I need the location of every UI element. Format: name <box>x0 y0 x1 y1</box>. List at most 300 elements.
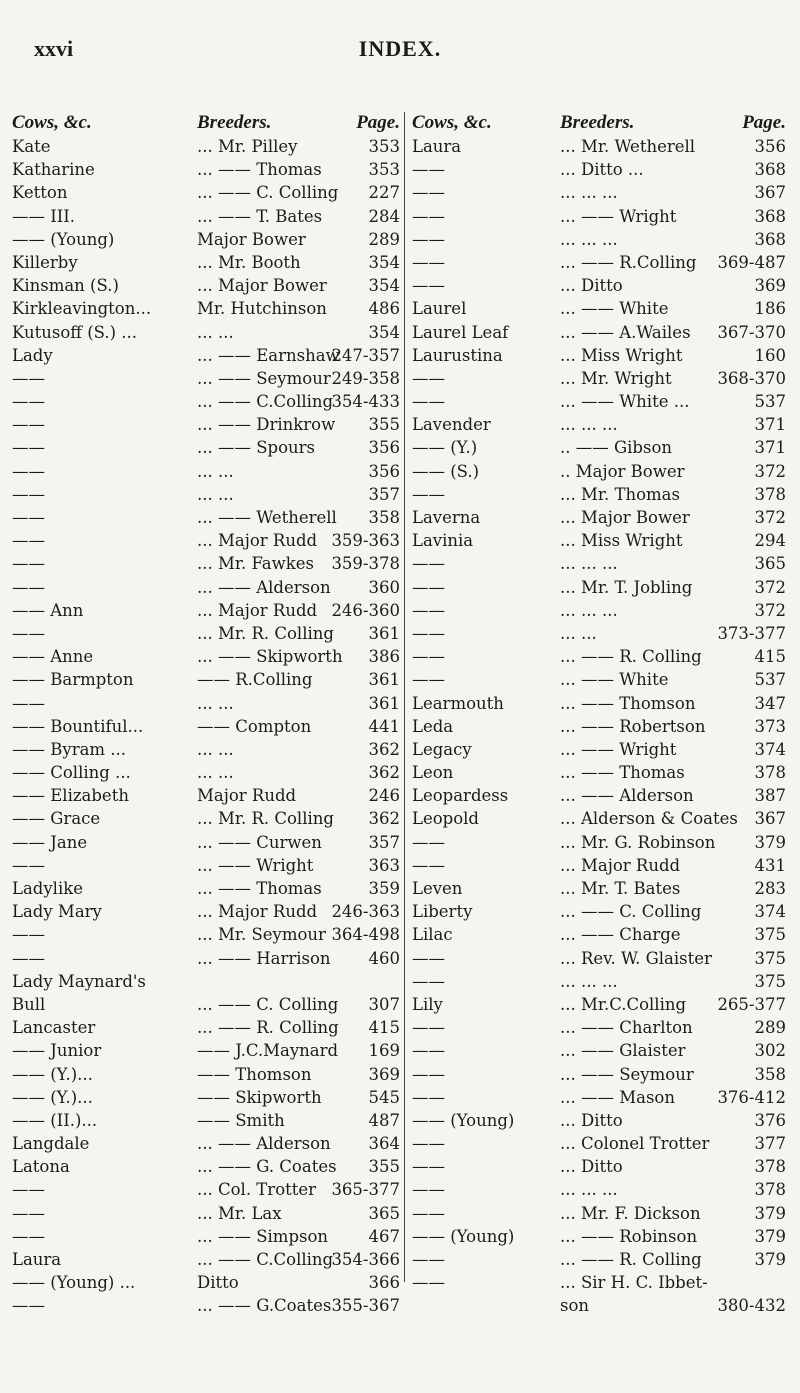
index-entry <box>12 321 404 344</box>
breeder-name: Major Rudd <box>197 786 297 806</box>
page-ref: 369-487 <box>717 252 786 272</box>
cows-header: Cows, &c. <box>12 112 92 133</box>
breeder-name: ... Mr. R. Colling <box>197 809 334 829</box>
cow-name: —— <box>412 1018 445 1038</box>
index-entry <box>412 251 796 274</box>
cow-name: —— Ann <box>12 600 84 620</box>
cow-name: —— <box>412 554 445 574</box>
breeder-name: ... Mr. Lax <box>197 1203 282 1223</box>
breeder-name: ... ... ... <box>560 229 618 249</box>
cow-name: —— <box>412 948 445 968</box>
cow-name: —— <box>412 647 445 667</box>
cow-name: —— Byram ... <box>12 739 127 759</box>
breeder-name: ... Mr. Thomas <box>560 484 680 504</box>
page-header-label: Page. <box>742 112 786 133</box>
cow-name: —— <box>12 948 45 968</box>
index-entry <box>12 483 404 506</box>
cow-name: —— (Y.)... <box>12 1064 93 1084</box>
index-entry <box>412 622 796 645</box>
cow-name: —— Elizabeth <box>12 786 129 806</box>
breeder-name: ... Ditto ... <box>560 160 644 180</box>
breeder-name: son <box>560 1296 590 1316</box>
index-entry <box>12 576 404 599</box>
page-ref: 246-363 <box>331 902 400 922</box>
index-entry <box>12 738 404 761</box>
index-entry <box>412 436 796 459</box>
breeder-name: ... —— C.Colling <box>197 392 334 412</box>
cow-name: —— Colling ... <box>12 763 131 783</box>
cow-name: —— <box>12 484 45 504</box>
page-ref: 368 <box>754 160 786 180</box>
breeder-name: ... ... ... <box>560 183 618 203</box>
breeder-name: ... Miss Wright <box>560 345 683 365</box>
index-entry <box>12 1109 404 1132</box>
breeder-name: ... —— A.Wailes <box>560 322 691 342</box>
index-entry <box>12 529 404 552</box>
page-ref: 289 <box>368 229 400 249</box>
page-ref: 364 <box>368 1134 400 1154</box>
page-ref: 227 <box>368 183 400 203</box>
breeder-name: ... —— Robinson <box>560 1226 698 1246</box>
cow-name: —— <box>412 577 445 597</box>
page-ref: 467 <box>368 1226 400 1246</box>
breeder-name: ... Mr. Wright <box>560 368 672 388</box>
cow-name: —— <box>412 206 445 226</box>
breeder-name: ... Mr. Pilley <box>197 137 298 156</box>
index-entry <box>12 274 404 297</box>
cow-name: Kinsman (S.) <box>12 276 119 296</box>
index-entry <box>412 854 796 877</box>
breeder-name: .. —— Gibson <box>560 438 673 458</box>
page-number: xxvi <box>34 36 74 61</box>
breeder-name: ... Miss Wright <box>560 531 683 551</box>
page-ref: 355 <box>368 415 400 435</box>
cow-name: —— <box>12 438 45 458</box>
index-entry <box>12 135 404 158</box>
breeder-name: ... —— Simpson <box>197 1226 329 1246</box>
breeder-name: ... Sir H. C. Ibbet- <box>560 1273 708 1293</box>
index-rows <box>12 135 404 1318</box>
index-entry <box>412 576 796 599</box>
index-entry <box>12 344 404 367</box>
page-ref: 353 <box>368 160 400 180</box>
breeder-name: ... Major Rudd <box>197 531 318 551</box>
index-entry <box>12 390 404 413</box>
cow-name: —— <box>12 368 45 388</box>
index-entry <box>12 1155 404 1178</box>
index-entry <box>12 668 404 691</box>
index-entry <box>12 807 404 830</box>
cow-name: Leda <box>412 716 454 736</box>
index-entry <box>412 135 796 158</box>
page-ref: 354 <box>368 276 400 296</box>
breeder-name: ... —— Spours <box>197 438 316 458</box>
index-entry <box>412 1225 796 1248</box>
page-ref: 354-433 <box>331 392 400 412</box>
cow-name: —— <box>412 1087 445 1107</box>
index-entry <box>412 181 796 204</box>
cow-name: Lady Maynard's <box>12 971 146 991</box>
index-entry <box>412 297 796 320</box>
page-ref: 365-377 <box>331 1180 400 1200</box>
cow-name: Laverna <box>412 508 481 527</box>
index-entry <box>412 877 796 900</box>
index-entry <box>412 599 796 622</box>
index-entry <box>412 413 796 436</box>
page-ref: 373-377 <box>717 623 786 643</box>
breeder-name: ... ... <box>197 693 234 713</box>
page-ref: 415 <box>368 1018 400 1038</box>
breeder-name: ... ... <box>197 739 234 759</box>
page-ref: 374 <box>754 902 786 922</box>
cow-name: Laurel <box>412 299 467 319</box>
breeder-name: ... Major Bower <box>560 508 690 527</box>
page-ref: 537 <box>754 670 786 690</box>
breeder-name: ... —— G. Coates <box>197 1157 337 1177</box>
breeder-name: ... Mr.C.Colling <box>560 994 687 1014</box>
page-ref: 365 <box>368 1203 400 1223</box>
cow-name: —— Barmpton <box>12 670 134 690</box>
breeder-name: ... Mr. Wetherell <box>560 137 696 156</box>
breeder-name: ... ... <box>560 623 597 643</box>
breeder-name: ... Mr. G. Robinson <box>560 832 716 852</box>
cow-name: —— <box>12 415 45 435</box>
cow-name: Lancaster <box>12 1018 96 1038</box>
page-ref: 486 <box>368 299 400 319</box>
cow-name: Bull <box>12 994 46 1014</box>
breeder-name: ... —— R. Colling <box>560 647 702 667</box>
index-entry <box>12 854 404 877</box>
breeder-name: ... —— Robertson <box>560 716 706 736</box>
index-entry <box>12 692 404 715</box>
breeder-name: ... —— R. Colling <box>197 1018 339 1038</box>
page-ref: 355-367 <box>331 1296 400 1316</box>
breeder-name: ... Mr. F. Dickson <box>560 1203 701 1223</box>
breeder-name: ... —— Wright <box>197 855 314 875</box>
cow-name: Kate <box>12 137 51 156</box>
index-entry <box>412 1016 796 1039</box>
page-ref: 356 <box>368 461 400 481</box>
breeder-name: ... ... <box>197 322 234 342</box>
page-ref: 246-360 <box>331 600 400 620</box>
cow-name: —— (Young) <box>12 229 115 249</box>
breeder-name: ... Col. Trotter <box>197 1180 317 1200</box>
index-entry <box>12 552 404 575</box>
page-ref: 487 <box>368 1110 400 1130</box>
breeder-name: ... ... <box>197 763 234 783</box>
page-ref: 415 <box>754 647 786 667</box>
index-entry <box>12 460 404 483</box>
cow-name: —— <box>12 1203 45 1223</box>
breeder-name: ... ... ... <box>560 554 618 574</box>
cows-header: Cows, &c. <box>412 112 492 133</box>
breeder-name: ... —— Thomas <box>560 763 685 783</box>
cow-name: —— <box>12 1296 45 1316</box>
cow-name: —— <box>412 1134 445 1154</box>
breeder-name: ... Mr. Seymour <box>197 925 326 945</box>
page-ref: 366 <box>368 1273 400 1293</box>
breeder-name: ... —— Skipworth <box>197 647 343 667</box>
page-title: INDEX. <box>358 36 442 61</box>
index-entry <box>12 970 404 993</box>
index-entry <box>412 1178 796 1201</box>
cow-name: —— (Young) <box>412 1226 515 1246</box>
page-ref: 375 <box>754 971 786 991</box>
page-ref: 265-377 <box>717 994 786 1014</box>
breeders-header: Breeders. <box>560 112 635 133</box>
index-entry <box>412 692 796 715</box>
cow-name: —— (II.)... <box>12 1110 98 1130</box>
page-ref: 160 <box>754 345 786 365</box>
cow-name: —— <box>412 368 445 388</box>
breeder-name: —— Thomson <box>197 1064 312 1084</box>
index-entry <box>12 599 404 622</box>
cow-name: —— <box>412 1180 445 1200</box>
breeder-name: ... —— Seymour <box>197 368 331 388</box>
page-ref: 359-378 <box>331 554 400 574</box>
index-entry <box>12 761 404 784</box>
breeder-name: ... —— Alderson <box>197 577 331 597</box>
left-column <box>12 112 404 1318</box>
index-entry <box>12 1132 404 1155</box>
cow-name: —— <box>412 1064 445 1084</box>
page-ref: 246 <box>368 786 400 806</box>
cow-name: Killerby <box>12 252 78 272</box>
cow-name: Katharine <box>12 160 95 180</box>
breeder-name: ... —— C. Colling <box>197 994 339 1014</box>
page-ref: 169 <box>368 1041 400 1061</box>
breeder-name: ... —— Drinkrow <box>197 415 336 435</box>
index-entry <box>12 1178 404 1201</box>
cow-name: —— <box>12 623 45 643</box>
cow-name: —— <box>412 1203 445 1223</box>
cow-name: Laurel Leaf <box>412 322 509 342</box>
cow-name: —— <box>12 392 45 412</box>
index-entry <box>12 506 404 529</box>
page-ref: 364-498 <box>331 925 400 945</box>
index-entry <box>412 552 796 575</box>
cow-name: —— <box>412 623 445 643</box>
page-ref: 356 <box>368 438 400 458</box>
cow-name: Lilac <box>412 925 453 945</box>
breeder-name: ... —— Harrison <box>197 948 331 968</box>
breeder-name: —— R.Colling <box>197 670 313 690</box>
page-ref: 378 <box>754 484 786 504</box>
cow-name: —— <box>412 484 445 504</box>
page-ref: 379 <box>754 832 786 852</box>
breeder-name: ... Ditto <box>560 1157 623 1177</box>
index-entry <box>412 228 796 251</box>
page-ref: 354 <box>368 322 400 342</box>
page-ref: 283 <box>754 879 786 898</box>
index-entry <box>412 738 796 761</box>
cow-name: —— Junior <box>12 1041 102 1061</box>
index-entry <box>12 1225 404 1248</box>
cow-name: —— <box>412 276 445 296</box>
page-ref: 380-432 <box>717 1296 786 1316</box>
page-ref: 307 <box>368 994 400 1014</box>
cow-name: —— <box>12 577 45 597</box>
cow-name: Ketton <box>12 183 68 203</box>
page-ref: 386 <box>368 647 400 667</box>
cow-name: —— (S.) <box>412 461 480 481</box>
cow-name: —— <box>12 855 45 875</box>
page-ref: 249-358 <box>331 368 400 388</box>
index-entry <box>412 1063 796 1086</box>
breeder-name: ... —— Thomas <box>197 879 322 898</box>
cow-name: —— <box>12 1180 45 1200</box>
breeder-name: ... Mr. Booth <box>197 252 301 272</box>
index-entry <box>12 367 404 390</box>
page-ref: 369 <box>368 1064 400 1084</box>
cow-name: Leopardess <box>412 786 509 806</box>
cow-name: —— (Young) <box>412 1110 515 1130</box>
page-ref: 359-363 <box>331 531 400 551</box>
page-ref: 361 <box>368 670 400 690</box>
column-divider <box>404 112 405 1282</box>
page-ref: 357 <box>368 832 400 852</box>
page-ref: 355 <box>368 1157 400 1177</box>
cow-name: Lady Mary <box>12 902 102 922</box>
page-ref: 358 <box>754 1064 786 1084</box>
page-ref: 368 <box>754 229 786 249</box>
breeder-name: ... ... <box>197 461 234 481</box>
cow-name: —— <box>412 252 445 272</box>
index-entry <box>12 1202 404 1225</box>
page-ref: 379 <box>754 1250 786 1269</box>
cow-name: —— <box>12 925 45 945</box>
cow-name: Leon <box>412 763 454 783</box>
index-entry <box>412 1271 796 1294</box>
breeder-name: ... —— Alderson <box>560 786 694 806</box>
breeder-name: ... ... ... <box>560 1180 618 1200</box>
cow-name: Kutusoff (S.) ... <box>12 322 138 342</box>
index-entry <box>412 390 796 413</box>
index-entry <box>412 1132 796 1155</box>
index-entry <box>12 413 404 436</box>
cow-name: Learmouth <box>412 693 504 713</box>
page-ref: 354 <box>368 252 400 272</box>
breeder-name: —— Smith <box>197 1110 285 1130</box>
page-ref: 284 <box>368 206 400 226</box>
page-ref: 367-370 <box>717 322 786 342</box>
page-ref: 431 <box>754 855 786 875</box>
page-ref: 374 <box>754 739 786 759</box>
cow-name: —— <box>412 1250 445 1269</box>
index-entry <box>412 344 796 367</box>
breeder-name: ... Mr. R. Colling <box>197 623 334 643</box>
index-entry <box>412 715 796 738</box>
page-ref: 545 <box>368 1087 400 1107</box>
index-entry <box>12 1016 404 1039</box>
breeder-name: ... —— Glaister <box>560 1041 686 1061</box>
index-entry <box>412 1039 796 1062</box>
index-entry <box>12 251 404 274</box>
page-ref: 379 <box>754 1203 786 1223</box>
cow-name: —— <box>412 160 445 180</box>
cow-name: Laura <box>412 137 462 156</box>
breeder-name: ... —— C. Colling <box>560 902 702 922</box>
cow-name: Leven <box>412 879 463 898</box>
index-entry <box>412 1155 796 1178</box>
page-ref: 537 <box>754 392 786 412</box>
cow-name: —— <box>412 229 445 249</box>
page-ref: 361 <box>368 623 400 643</box>
page-ref: 289 <box>754 1018 786 1038</box>
page-ref: 357 <box>368 484 400 504</box>
cow-name: —— <box>412 392 445 412</box>
right-column <box>412 112 796 1318</box>
index-entry <box>12 205 404 228</box>
index-entry <box>412 1294 796 1317</box>
breeder-name: ... Ditto <box>560 1110 623 1130</box>
breeder-name: ... —— Curwen <box>197 832 322 852</box>
breeder-name: ... —— White <box>560 299 669 319</box>
cow-name: —— <box>412 832 445 852</box>
breeder-name: ... —— R.Colling <box>560 252 697 272</box>
page-ref: 369 <box>754 276 786 296</box>
page-ref: 367 <box>754 183 786 203</box>
index-entry <box>412 668 796 691</box>
breeder-name: ... Rev. W. Glaister <box>560 948 712 968</box>
page-ref: 377 <box>754 1134 786 1154</box>
cow-name: —— Bountiful... <box>12 716 144 736</box>
page-ref: 358 <box>368 508 400 527</box>
page-header <box>34 36 766 72</box>
index-entry <box>12 622 404 645</box>
index-entry <box>412 367 796 390</box>
cow-name: —— <box>12 693 45 713</box>
breeder-name: ... —— Thomson <box>560 693 696 713</box>
cow-name: —— (Young) ... <box>12 1273 136 1293</box>
cow-name: Ladylike <box>12 879 83 898</box>
cow-name: Lavinia <box>412 531 474 551</box>
cow-name: —— Grace <box>12 809 101 829</box>
cow-name: Lavender <box>412 415 491 435</box>
page-ref: 371 <box>754 415 786 435</box>
breeder-name: ... Major Rudd <box>197 902 318 922</box>
cow-name: —— Anne <box>12 647 94 667</box>
breeder-name: —— Skipworth <box>197 1087 322 1107</box>
cow-name: —— <box>412 183 445 203</box>
column-header <box>412 112 796 135</box>
index-entry <box>412 784 796 807</box>
page-ref: 372 <box>754 508 786 527</box>
breeder-name: ... ... ... <box>560 415 618 435</box>
page-ref: 367 <box>754 809 786 829</box>
index-entry <box>412 761 796 784</box>
breeder-name: ... Mr. T. Bates <box>560 879 681 898</box>
index-entry <box>12 645 404 668</box>
cow-name: Liberty <box>412 902 473 922</box>
page-ref: 362 <box>368 739 400 759</box>
breeder-name: ... —— C. Colling <box>197 183 339 203</box>
breeder-name: —— Compton <box>197 716 312 736</box>
breeder-name: ... —— Charge <box>560 925 681 945</box>
breeder-name: Ditto <box>197 1273 239 1293</box>
breeder-name: ... —— Earnshaw <box>197 345 340 365</box>
breeder-name: ... —— Charlton <box>560 1018 693 1038</box>
page-ref: 460 <box>368 948 400 968</box>
index-entry <box>412 1086 796 1109</box>
page-ref: 372 <box>754 461 786 481</box>
cow-name: —— III. <box>12 206 76 226</box>
index-entry <box>412 807 796 830</box>
breeder-name: ... —— Seymour <box>560 1064 694 1084</box>
index-entry <box>12 1248 404 1271</box>
page-ref: 365 <box>754 554 786 574</box>
breeder-name: ... —— Mason <box>560 1087 675 1107</box>
